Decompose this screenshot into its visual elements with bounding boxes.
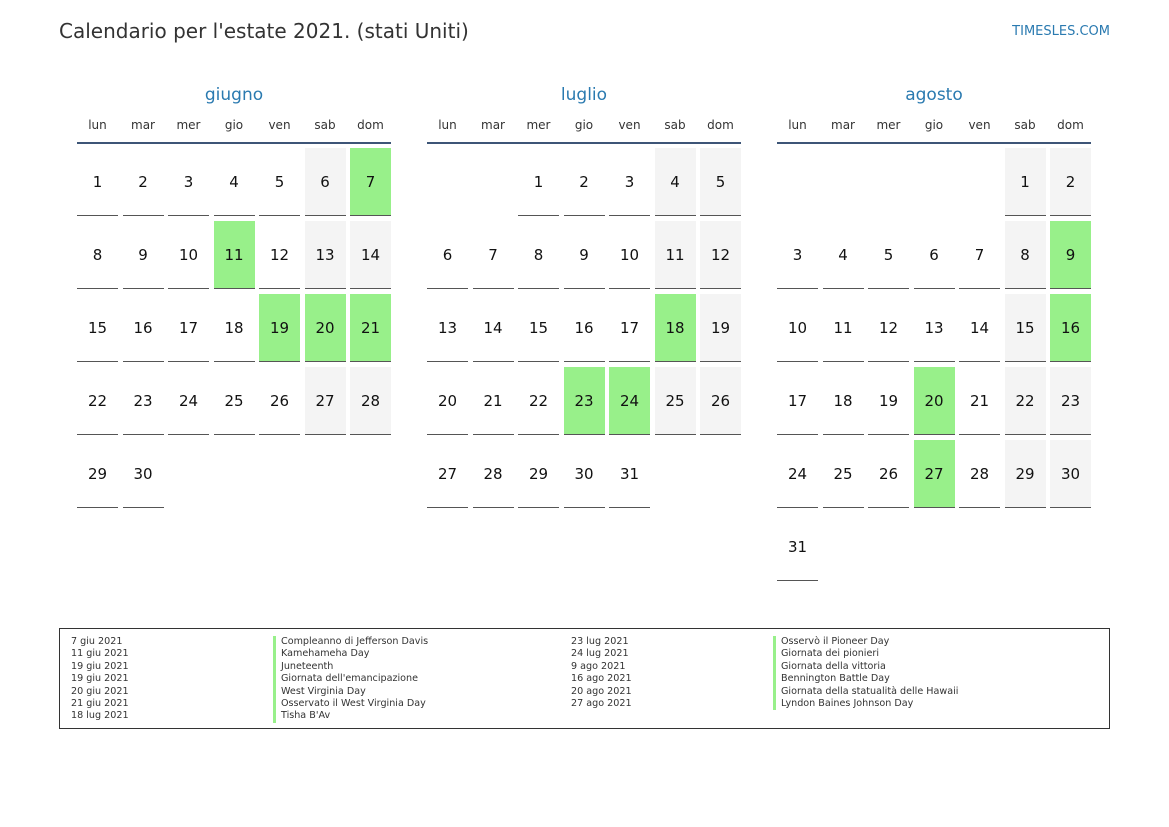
month-giugno xyxy=(77,82,391,588)
day-cell: 22 xyxy=(1005,367,1046,435)
day-cell: 11 xyxy=(655,221,696,289)
day-cell: 31 xyxy=(777,513,818,581)
weekday-label: mar xyxy=(831,118,855,132)
holiday-date: 16 ago 2021 xyxy=(571,673,632,685)
day-cell: 31 xyxy=(609,440,650,508)
weekday-label: gio xyxy=(574,118,594,132)
day-cell: 17 xyxy=(168,294,209,362)
weekday-label: mar xyxy=(131,118,155,132)
holiday-date: 19 giu 2021 xyxy=(71,660,129,672)
day-cell: 5 xyxy=(259,148,300,216)
weekday-header xyxy=(77,108,391,144)
holiday-name: Osservò il Pioneer Day xyxy=(773,636,958,648)
weekday-label: lun xyxy=(88,118,107,132)
day-cell: 22 xyxy=(518,367,559,435)
holiday-name: Osservato il West Virginia Day xyxy=(273,698,428,710)
months-area xyxy=(77,82,1092,592)
weekday-label: mar xyxy=(481,118,505,132)
weekday-label: dom xyxy=(357,118,384,132)
day-cell: 26 xyxy=(868,440,909,508)
holiday-day-cell: 23 xyxy=(564,367,605,435)
day-cell: 18 xyxy=(823,367,864,435)
day-cell: 10 xyxy=(777,294,818,362)
weekday-label: lun xyxy=(788,118,807,132)
day-cell: 4 xyxy=(214,148,255,216)
weekday-label: sab xyxy=(1014,118,1036,132)
day-cell: 7 xyxy=(959,221,1000,289)
holiday-date: 27 ago 2021 xyxy=(571,697,632,709)
holiday-date: 20 giu 2021 xyxy=(71,685,129,697)
weekday-label: dom xyxy=(707,118,734,132)
weekday-label: mer xyxy=(526,118,551,132)
holiday-day-cell: 20 xyxy=(914,367,955,435)
holiday-date: 7 giu 2021 xyxy=(71,636,123,647)
weekday-label: lun xyxy=(438,118,457,132)
holiday-day-cell: 19 xyxy=(259,294,300,362)
day-cell: 25 xyxy=(655,367,696,435)
day-cell: 3 xyxy=(609,148,650,216)
legend-names-left xyxy=(273,636,428,723)
month-luglio xyxy=(427,82,741,588)
page-title: Calendario per l'estate 2021. (stati Uniti) xyxy=(59,19,469,43)
day-cell: 30 xyxy=(123,440,164,508)
holiday-name: Kamehameha Day xyxy=(273,648,428,660)
day-cell: 13 xyxy=(305,221,346,289)
weekday-header xyxy=(777,108,1091,144)
day-cell: 1 xyxy=(77,148,118,216)
day-cell: 27 xyxy=(305,367,346,435)
day-cell: 8 xyxy=(518,221,559,289)
day-cell: 15 xyxy=(518,294,559,362)
legend-names-right xyxy=(773,636,958,710)
day-cell: 10 xyxy=(609,221,650,289)
day-cell: 4 xyxy=(823,221,864,289)
day-cell: 13 xyxy=(914,294,955,362)
day-cell: 9 xyxy=(564,221,605,289)
day-cell: 16 xyxy=(123,294,164,362)
day-cell: 12 xyxy=(259,221,300,289)
day-cell: 22 xyxy=(77,367,118,435)
holiday-date: 24 lug 2021 xyxy=(571,648,629,660)
day-cell: 3 xyxy=(168,148,209,216)
holiday-name: Giornata della statualità delle Hawaii xyxy=(773,686,958,698)
weekday-label: mer xyxy=(176,118,201,132)
day-cell: 2 xyxy=(1050,148,1091,216)
day-cell: 10 xyxy=(168,221,209,289)
day-cell: 6 xyxy=(427,221,468,289)
day-cell: 5 xyxy=(700,148,741,216)
day-grid xyxy=(427,148,741,588)
day-cell: 29 xyxy=(518,440,559,508)
day-cell: 8 xyxy=(1005,221,1046,289)
holiday-date: 11 giu 2021 xyxy=(71,648,129,660)
holiday-name: Juneteenth xyxy=(273,661,428,673)
day-cell: 30 xyxy=(1050,440,1091,508)
day-grid xyxy=(777,148,1091,588)
day-cell: 13 xyxy=(427,294,468,362)
day-cell: 23 xyxy=(1050,367,1091,435)
day-cell: 25 xyxy=(823,440,864,508)
day-cell: 21 xyxy=(473,367,514,435)
day-cell: 14 xyxy=(959,294,1000,362)
day-cell: 19 xyxy=(868,367,909,435)
day-cell: 24 xyxy=(168,367,209,435)
day-cell: 9 xyxy=(123,221,164,289)
holiday-name: Bennington Battle Day xyxy=(773,673,958,685)
holiday-name: Giornata dell'emancipazione xyxy=(273,673,428,685)
day-cell: 12 xyxy=(868,294,909,362)
day-cell: 17 xyxy=(609,294,650,362)
day-cell: 8 xyxy=(77,221,118,289)
day-cell: 28 xyxy=(350,367,391,435)
holiday-day-cell: 7 xyxy=(350,148,391,216)
day-cell: 4 xyxy=(655,148,696,216)
holiday-date: 19 giu 2021 xyxy=(71,673,129,685)
month-agosto xyxy=(777,82,1091,588)
weekday-label: ven xyxy=(618,118,641,132)
holiday-name: Giornata della vittoria xyxy=(773,661,958,673)
day-cell: 6 xyxy=(914,221,955,289)
day-cell: 16 xyxy=(564,294,605,362)
holiday-name: Tisha B'Av xyxy=(273,710,428,722)
holiday-name: West Virginia Day xyxy=(273,686,428,698)
weekday-label: sab xyxy=(314,118,336,132)
day-cell: 2 xyxy=(564,148,605,216)
legend-dates-left xyxy=(71,636,129,723)
holiday-date: 18 lug 2021 xyxy=(71,710,129,722)
day-cell: 14 xyxy=(473,294,514,362)
holiday-date: 20 ago 2021 xyxy=(571,685,632,697)
day-cell: 24 xyxy=(777,440,818,508)
holiday-name: Lyndon Baines Johnson Day xyxy=(773,698,958,710)
day-cell: 15 xyxy=(1005,294,1046,362)
holiday-date: 9 ago 2021 xyxy=(571,660,626,672)
day-cell: 17 xyxy=(777,367,818,435)
month-title: agosto xyxy=(905,85,963,105)
weekday-label: gio xyxy=(924,118,944,132)
day-cell: 30 xyxy=(564,440,605,508)
day-cell: 3 xyxy=(777,221,818,289)
weekday-label: sab xyxy=(664,118,686,132)
day-cell: 29 xyxy=(77,440,118,508)
day-cell: 5 xyxy=(868,221,909,289)
weekday-label: dom xyxy=(1057,118,1084,132)
day-cell: 23 xyxy=(123,367,164,435)
holiday-name: Giornata dei pionieri xyxy=(773,648,958,660)
weekday-label: gio xyxy=(224,118,244,132)
day-cell: 18 xyxy=(214,294,255,362)
month-title: giugno xyxy=(204,85,264,105)
day-cell: 27 xyxy=(427,440,468,508)
day-cell: 20 xyxy=(427,367,468,435)
day-cell: 26 xyxy=(700,367,741,435)
weekday-label: ven xyxy=(968,118,991,132)
weekday-label: mer xyxy=(876,118,901,132)
day-grid xyxy=(77,148,391,588)
day-cell: 19 xyxy=(700,294,741,362)
day-cell: 1 xyxy=(1005,148,1046,216)
day-cell: 25 xyxy=(214,367,255,435)
holiday-day-cell: 21 xyxy=(350,294,391,362)
holiday-name: Compleanno di Jefferson Davis xyxy=(273,636,428,648)
day-cell: 29 xyxy=(1005,440,1046,508)
month-title: luglio xyxy=(560,85,608,105)
day-cell: 7 xyxy=(473,221,514,289)
legend-dates-right xyxy=(571,636,632,710)
holiday-date: 21 giu 2021 xyxy=(71,697,129,709)
holiday-day-cell: 27 xyxy=(914,440,955,508)
holiday-date: 23 lug 2021 xyxy=(571,636,629,647)
holiday-day-cell: 16 xyxy=(1050,294,1091,362)
holiday-day-cell: 18 xyxy=(655,294,696,362)
day-cell: 26 xyxy=(259,367,300,435)
holiday-day-cell: 11 xyxy=(214,221,255,289)
weekday-header xyxy=(427,108,741,144)
day-cell: 28 xyxy=(473,440,514,508)
day-cell: 12 xyxy=(700,221,741,289)
site-link[interactable]: TIMESLES.COM xyxy=(1012,24,1110,39)
day-cell: 21 xyxy=(959,367,1000,435)
holiday-day-cell: 20 xyxy=(305,294,346,362)
day-cell: 15 xyxy=(77,294,118,362)
holiday-day-cell: 24 xyxy=(609,367,650,435)
holiday-legend xyxy=(59,628,1110,729)
day-cell: 14 xyxy=(350,221,391,289)
holiday-day-cell: 9 xyxy=(1050,221,1091,289)
day-cell: 11 xyxy=(823,294,864,362)
day-cell: 6 xyxy=(305,148,346,216)
day-cell: 28 xyxy=(959,440,1000,508)
day-cell: 1 xyxy=(518,148,559,216)
day-cell: 2 xyxy=(123,148,164,216)
weekday-label: ven xyxy=(268,118,291,132)
